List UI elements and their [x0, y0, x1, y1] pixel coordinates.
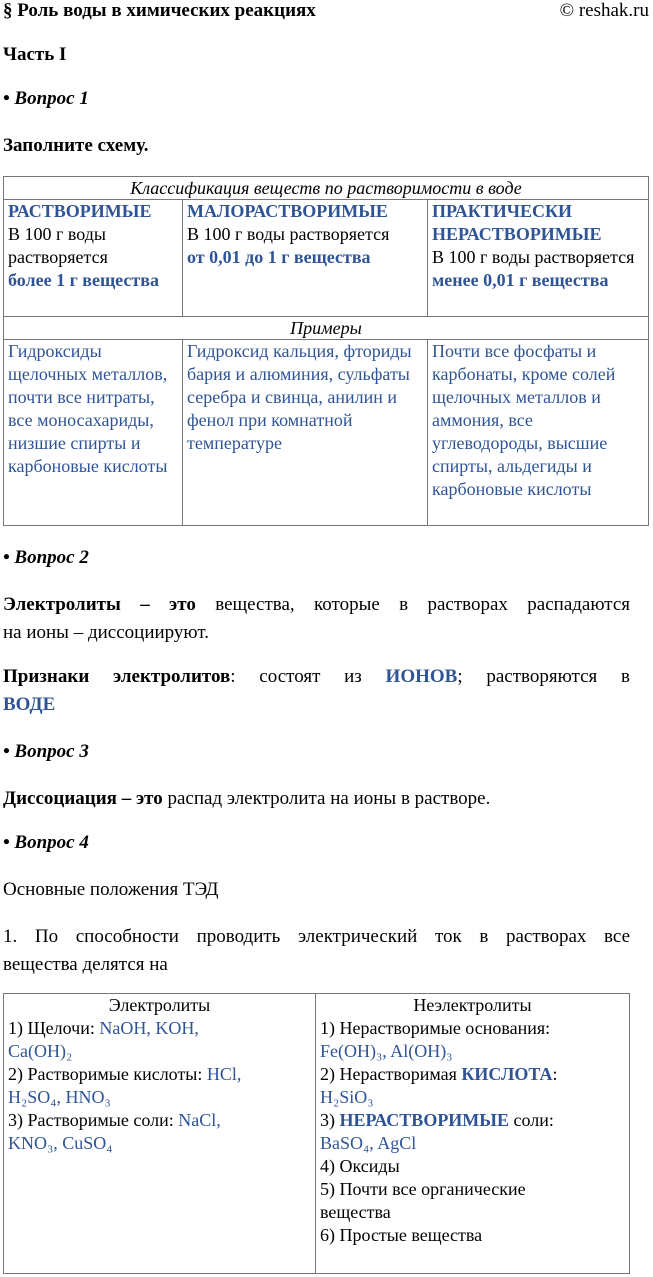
organic-item: 5) Почти все органические [320, 1179, 526, 1199]
electrolytes-def-2: на ионы – диссоциируют. [3, 622, 209, 643]
examples-soluble: Гидроксиды щелочных металлов, почти все нитраты, все моносахариды, низшие спирты и карбоновые кислоты [4, 340, 183, 526]
insoluble-acid-value: H₂SiO₃ [320, 1087, 374, 1107]
slightly-text: В 100 г воды растворяется [187, 224, 390, 244]
insoluble-salts-values: BaSO₄, AgCl [320, 1133, 417, 1153]
insoluble-salts-label: соли: [508, 1110, 554, 1130]
slightly-title: МАЛОРАСТВОРИМЫЕ [187, 201, 388, 221]
signs-text: : состоят из [230, 666, 362, 687]
question-4-label: • Вопрос 4 [3, 832, 89, 853]
insoluble-bases-values: Fe(OH)₃, Al(OH)₃ [320, 1041, 453, 1061]
copyright: © reshak.ru [559, 0, 649, 21]
part-heading: Часть I [3, 44, 67, 65]
question-1-task: Заполните схему. [3, 135, 149, 156]
electrolytes-cell [4, 994, 316, 1274]
soluble-salts-label: 3) Растворимые соли: [8, 1110, 179, 1130]
alkalis-values-2: Ca(OH)₂ [8, 1041, 73, 1061]
insoluble-acid-label: 2) Нерастворимая [320, 1064, 462, 1084]
nonelectrolytes-header: Неэлектролиты [413, 995, 532, 1015]
signs-label: Признаки электролитов [3, 666, 231, 687]
insoluble-text: В 100 г воды растворяется [432, 247, 635, 267]
question-3-label: • Вопрос 3 [3, 741, 89, 762]
insoluble-acid-colon: : [552, 1064, 558, 1084]
soluble-value: более 1 г вещества [8, 270, 159, 290]
soluble-cell [4, 200, 183, 317]
acid-answer: КИСЛОТА [461, 1064, 553, 1084]
insoluble-title-1: ПРАКТИЧЕСКИ [432, 201, 573, 221]
soluble-acids-label: 2) Растворимые кислоты: [8, 1064, 207, 1084]
insoluble-title-2: НЕРАСТВОРИМЫЕ [432, 224, 602, 244]
electrolytes-table [3, 993, 630, 1274]
soluble-acids-values-2: H₂SO₄, HNO₃ [8, 1087, 111, 1107]
dissociation-def: распад электролита на ионы в растворе. [167, 788, 491, 809]
question-2-label: • Вопрос 2 [3, 547, 89, 568]
alkalis-values: NaOH, KOH, [99, 1018, 199, 1038]
signs-text-2: ; растворяются в [457, 666, 630, 687]
insoluble-cell [428, 200, 649, 317]
insoluble-bases-label: 1) Нерастворимые основания: [320, 1018, 551, 1038]
electrolytes-def-1: вещества, которые в растворах распадаются [215, 594, 631, 615]
slightly-value: от 0,01 до 1 г вещества [187, 247, 371, 267]
water-answer: ВОДЕ [3, 694, 56, 715]
electrolytes-signs-line [3, 664, 630, 690]
simple-substances-item: 6) Простые вещества [320, 1225, 483, 1245]
insoluble-answer: НЕРАСТВОРИМЫЕ [339, 1110, 509, 1130]
solubility-table [3, 176, 649, 526]
nonelectrolytes-cell [316, 994, 630, 1274]
soluble-salts-values: NaCl, [178, 1110, 221, 1130]
soluble-acids-values: HCl, [206, 1064, 242, 1084]
examples-caption: Примеры [4, 317, 649, 340]
electrolytes-definition-line1 [3, 592, 630, 618]
question-1-label: • Вопрос 1 [3, 88, 89, 109]
electrolytes-header: Электролиты [108, 995, 211, 1015]
dissociation-definition [3, 786, 631, 812]
insoluble-salts-num: 3) [320, 1110, 340, 1130]
dissociation-term: Диссоциация – это [3, 788, 163, 809]
ions-answer: ИОНОВ [385, 666, 458, 687]
ted-point-1-line1: 1. По способности проводить электрический ток в растворах все [3, 926, 630, 947]
solubility-caption: Классификация веществ по растворимости в воде [4, 177, 649, 200]
soluble-title: РАСТВОРИМЫЕ [8, 201, 152, 221]
ted-point-1-line2: вещества делятся на [3, 954, 168, 975]
electrolytes-term: Электролиты – это [3, 594, 196, 615]
examples-insoluble: Почти все фосфаты и карбонаты, кроме солей щелочных металлов и аммония, все углеводороды, высшие спирты, альдегиды и карбоновые кислоты [428, 340, 649, 526]
section-title: § Роль воды в химических реакциях [3, 0, 316, 21]
slightly-soluble-cell [183, 200, 428, 317]
soluble-salts-values-2: KNO₃, CuSO₄ [8, 1133, 113, 1153]
organic-item-2: вещества [320, 1202, 391, 1222]
insoluble-value: менее 0,01 г вещества [432, 270, 609, 290]
alkalis-label: 1) Щелочи: [8, 1018, 100, 1038]
soluble-text: В 100 г воды растворяется [8, 224, 108, 267]
ted-intro: Основные положения ТЭД [3, 879, 219, 900]
examples-slightly: Гидроксид кальция, фториды бария и алюминия, сульфаты серебра и свинца, анилин и фенол при комнатной температуре [183, 340, 428, 526]
oxides-item: 4) Оксиды [320, 1156, 400, 1176]
